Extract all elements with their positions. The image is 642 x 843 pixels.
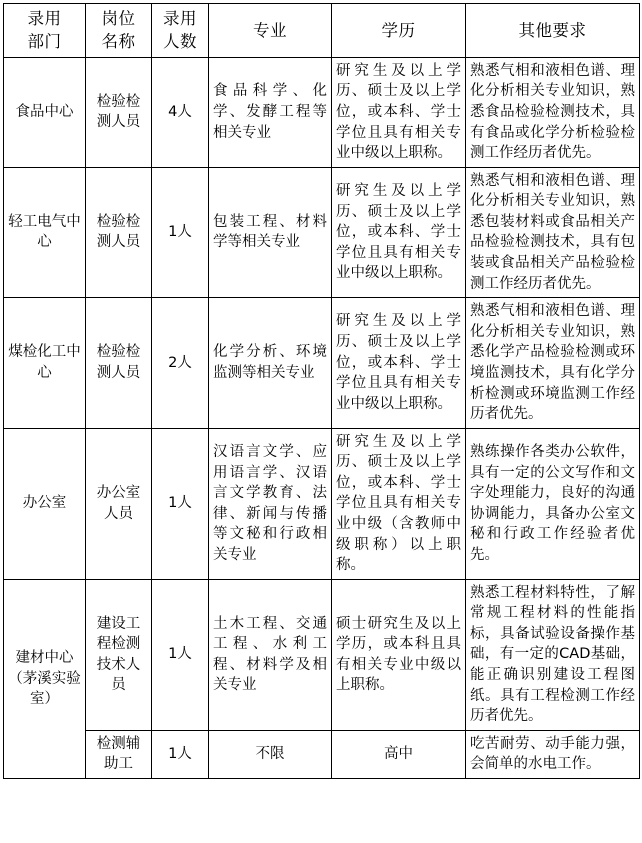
cell-department: 办公室 — [4, 428, 86, 579]
column-header-other-requirements: 其他要求 — [466, 4, 640, 58]
cell-position: 检测辅助工 — [86, 730, 152, 778]
recruitment-plan-table — [3, 3, 640, 779]
cell-position: 检验检测人员 — [86, 167, 152, 297]
cell-department: 煤检化工中心 — [4, 298, 86, 428]
cell-education: 研究生及以上学历、硕士及以上学位，或本科、学士学位且具有相关专业中级以上职称。 — [332, 298, 466, 428]
cell-major: 土木工程、交通工程、水利工程、材料学及相关专业 — [209, 579, 332, 730]
cell-headcount: 1人 — [152, 730, 209, 778]
cell-education: 研究生及以上学历、硕士及以上学位，或本科、学士学位且具有相关专业中级以上职称。 — [332, 57, 466, 167]
cell-headcount: 1人 — [152, 428, 209, 579]
column-header-position — [86, 4, 152, 58]
column-header-position-line1: 岗位 — [101, 9, 136, 28]
cell-major: 化学分析、环境监测等相关专业 — [209, 298, 332, 428]
table-row — [4, 730, 640, 778]
cell-position: 办公室人员 — [86, 428, 152, 579]
cell-department: 食品中心 — [4, 57, 86, 167]
cell-department: 建材中心（茅溪实验室） — [4, 579, 86, 778]
header-row — [4, 4, 640, 58]
cell-education: 研究生及以上学历、硕士及以上学位，或本科、学士学位且具有相关专业中级以上职称。 — [332, 167, 466, 297]
column-header-department-line2: 部门 — [27, 32, 62, 52]
cell-major: 食品科学、化学、发酵工程等相关专业 — [209, 57, 332, 167]
cell-position: 检验检测人员 — [86, 57, 152, 167]
table-row — [4, 428, 640, 579]
column-header-headcount — [152, 4, 209, 58]
cell-education: 研究生及以上学历、硕士及以上学位，或本科、学士学位且具有相关专业中级（含教师中级职称）以上职称。 — [332, 428, 466, 579]
cell-headcount: 4人 — [152, 57, 209, 167]
table-row — [4, 298, 640, 428]
cell-education: 高中 — [332, 730, 466, 778]
column-header-major: 专业 — [209, 4, 332, 58]
cell-department: 轻工电气中心 — [4, 167, 86, 297]
cell-headcount: 2人 — [152, 298, 209, 428]
cell-major: 不限 — [209, 730, 332, 778]
cell-other-requirements: 熟悉工程材料特性，了解常规工程材料的性能指标，具备试验设备操作基础，有一定的CAD基础，能正确识别建设工程图纸。具有工程检测工作经历者优先。 — [466, 579, 640, 730]
cell-major: 包装工程、材料学等相关专业 — [209, 167, 332, 297]
column-header-headcount-line1: 录用 — [163, 9, 197, 28]
cell-position: 建设工程检测技术人员 — [86, 579, 152, 730]
table-header — [4, 4, 640, 58]
cell-major: 汉语言文学、应用语言学、汉语言文学教育、法律、新闻与传播等文秘和行政相关专业 — [209, 428, 332, 579]
table-row — [4, 57, 640, 167]
cell-other-requirements: 熟练操作各类办公软件，具有一定的公文写作和文字处理能力，良好的沟通协调能力，具备办公室文秘和行政工作经验者优先。 — [466, 428, 640, 579]
cell-other-requirements: 熟悉气相和液相色谱、理化分析相关专业知识，熟悉食品检验检测技术，具有食品或化学分析检验检测工作经历者优先。 — [466, 57, 640, 167]
column-header-position-line2: 名称 — [101, 32, 136, 52]
cell-headcount: 1人 — [152, 579, 209, 730]
column-header-headcount-line2: 人数 — [163, 32, 197, 52]
cell-education: 硕士研究生及以上学历，或本科且具有相关专业中级以上职称。 — [332, 579, 466, 730]
cell-position: 检验检测人员 — [86, 298, 152, 428]
column-header-department — [4, 4, 86, 58]
cell-other-requirements: 熟悉气相和液相色谱、理化分析相关专业知识，熟悉化学产品检验检测或环境监测技术，具有化学分析检测或环境监测工作经历者优先。 — [466, 298, 640, 428]
cell-other-requirements: 熟悉气相和液相色谱、理化分析相关专业知识，熟悉包装材料或食品相关产品检验检测技术，具有包装或食品相关产品检验检测工作经历者优先。 — [466, 167, 640, 297]
cell-headcount: 1人 — [152, 167, 209, 297]
column-header-department-line1: 录用 — [27, 9, 62, 28]
table-row — [4, 579, 640, 730]
column-header-education: 学历 — [332, 4, 466, 58]
cell-other-requirements: 吃苦耐劳、动手能力强，会简单的水电工作。 — [466, 730, 640, 778]
table-row — [4, 167, 640, 297]
table-body — [4, 57, 640, 778]
